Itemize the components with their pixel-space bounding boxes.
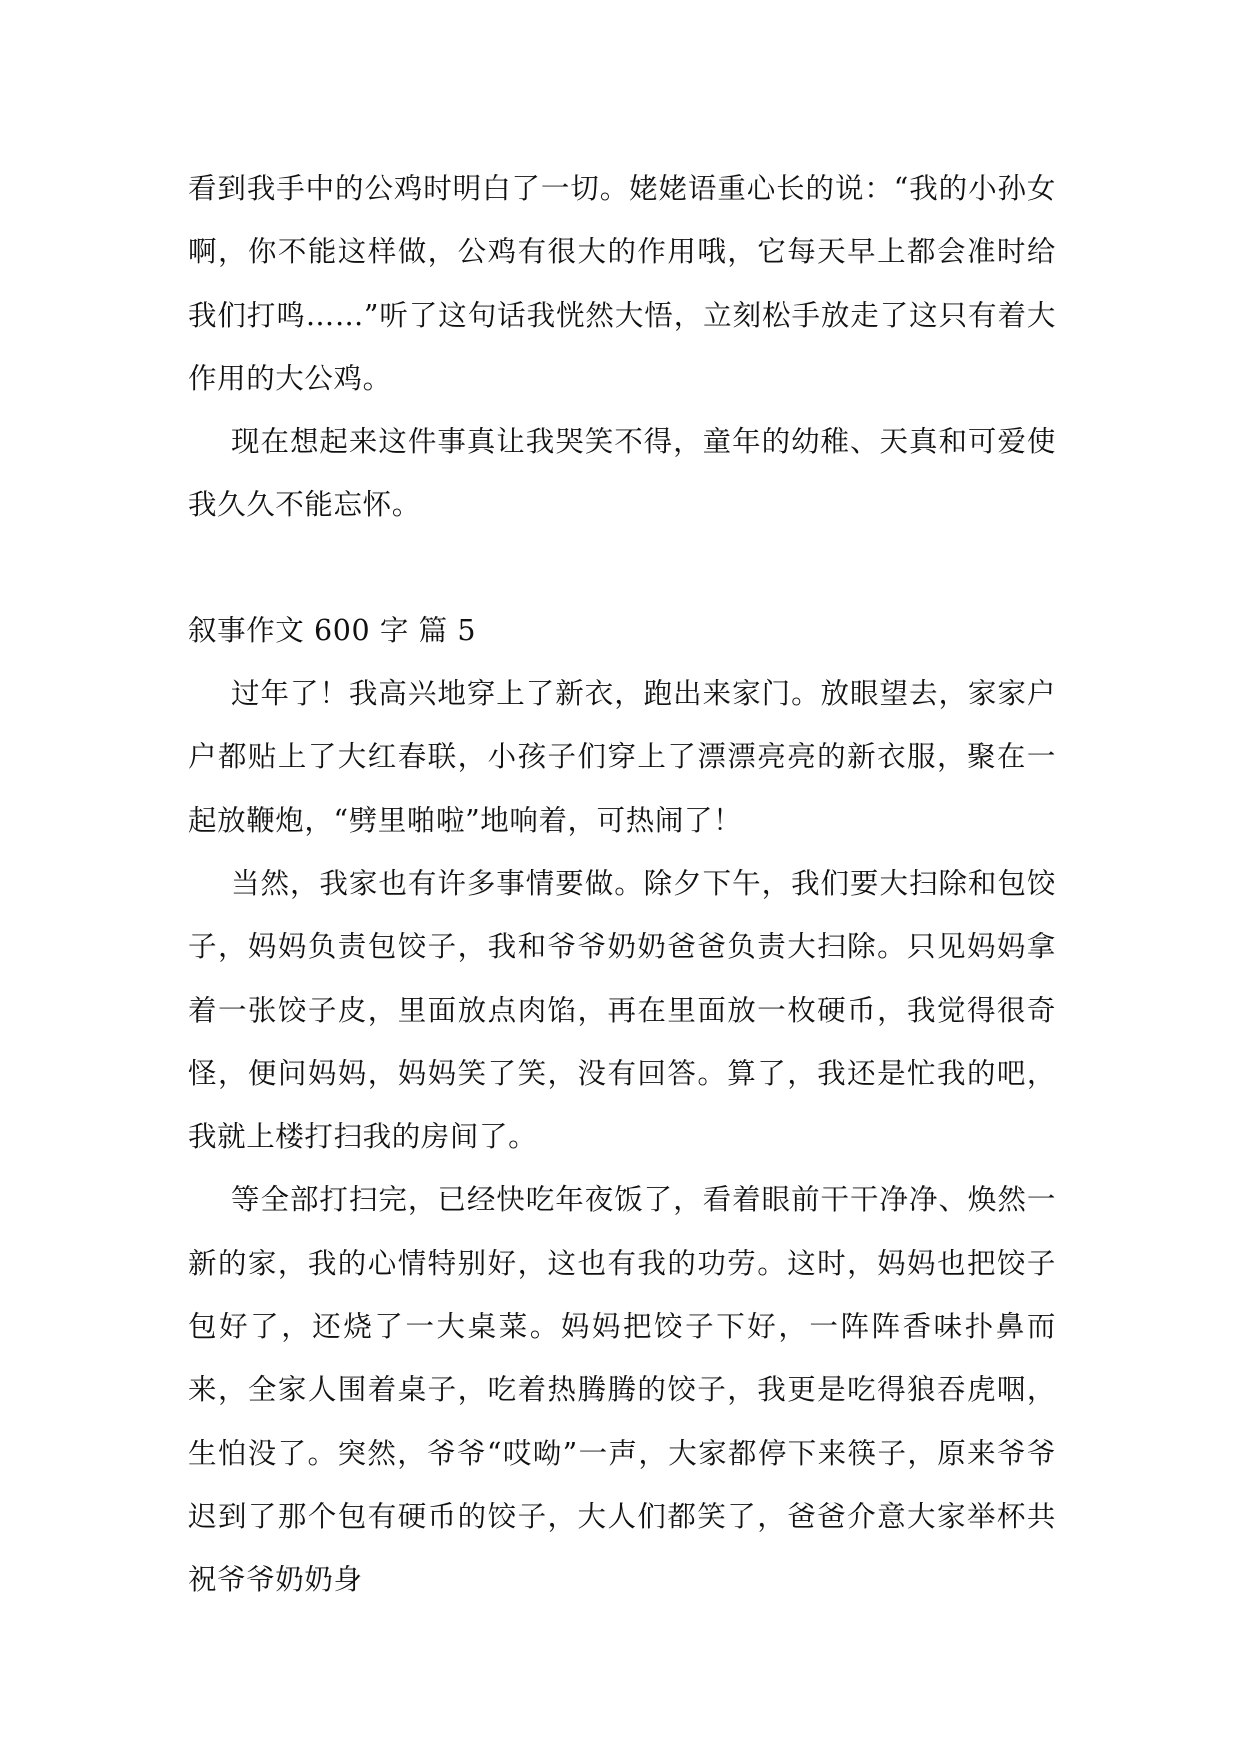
paragraph-preparation: 当然，我家也有许多事情要做。除夕下午，我们要大扫除和包饺子，妈妈负责包饺子，我和爷爷奶奶爸爸负责大扫除。只见妈妈拿着一张饺子皮，里面放点肉馅，再在里面放一枚硬币，我觉得很奇怪，便问妈妈，妈妈笑了笑，没有回答。算了，我还是忙我的吧，我就上楼打扫我的房间了。 (188, 866, 1056, 1154)
document-body (188, 157, 1056, 1612)
paragraph-continued: 看到我手中的公鸡时明白了一切。姥姥语重心长的说：“我的小孙女啊，你不能这样做，公鸡有很大的作用哦，它每天早上都会准时给我们打鸣……”听了这句话我恍然大悟，立刻松手放走了这只有着大作用的大公鸡。 (188, 172, 1056, 395)
paragraph-dinner: 等全部打扫完，已经快吃年夜饭了，看着眼前干干净净、焕然一新的家，我的心情特别好，这也有我的功劳。这时，妈妈也把饺子包好了，还烧了一大桌菜。妈妈把饺子下好，一阵阵香味扑鼻而来，全家人围着桌子，吃着热腾腾的饺子，我更是吃得狼吞虎咽，生怕没了。突然，爷爷“哎呦”一声，大家都停下来筷子，原来爷爷迟到了那个包有硬币的饺子，大人们都笑了，爸爸介意大家举杯共祝爷爷奶奶身 (188, 1183, 1056, 1597)
section-title: 叙事作文 600 字 篇 5 (188, 613, 477, 647)
paragraph-new-year: 过年了！我高兴地穿上了新衣，跑出来家门。放眼望去，家家户户都贴上了大红春联，小孩子们穿上了漂漂亮亮的新衣服，聚在一起放鞭炮，“劈里啪啦”地响着，可热闹了！ (188, 677, 1056, 837)
paragraph-reflection: 现在想起来这件事真让我哭笑不得，童年的幼稚、天真和可爱使我久久不能忘怀。 (188, 425, 1056, 522)
